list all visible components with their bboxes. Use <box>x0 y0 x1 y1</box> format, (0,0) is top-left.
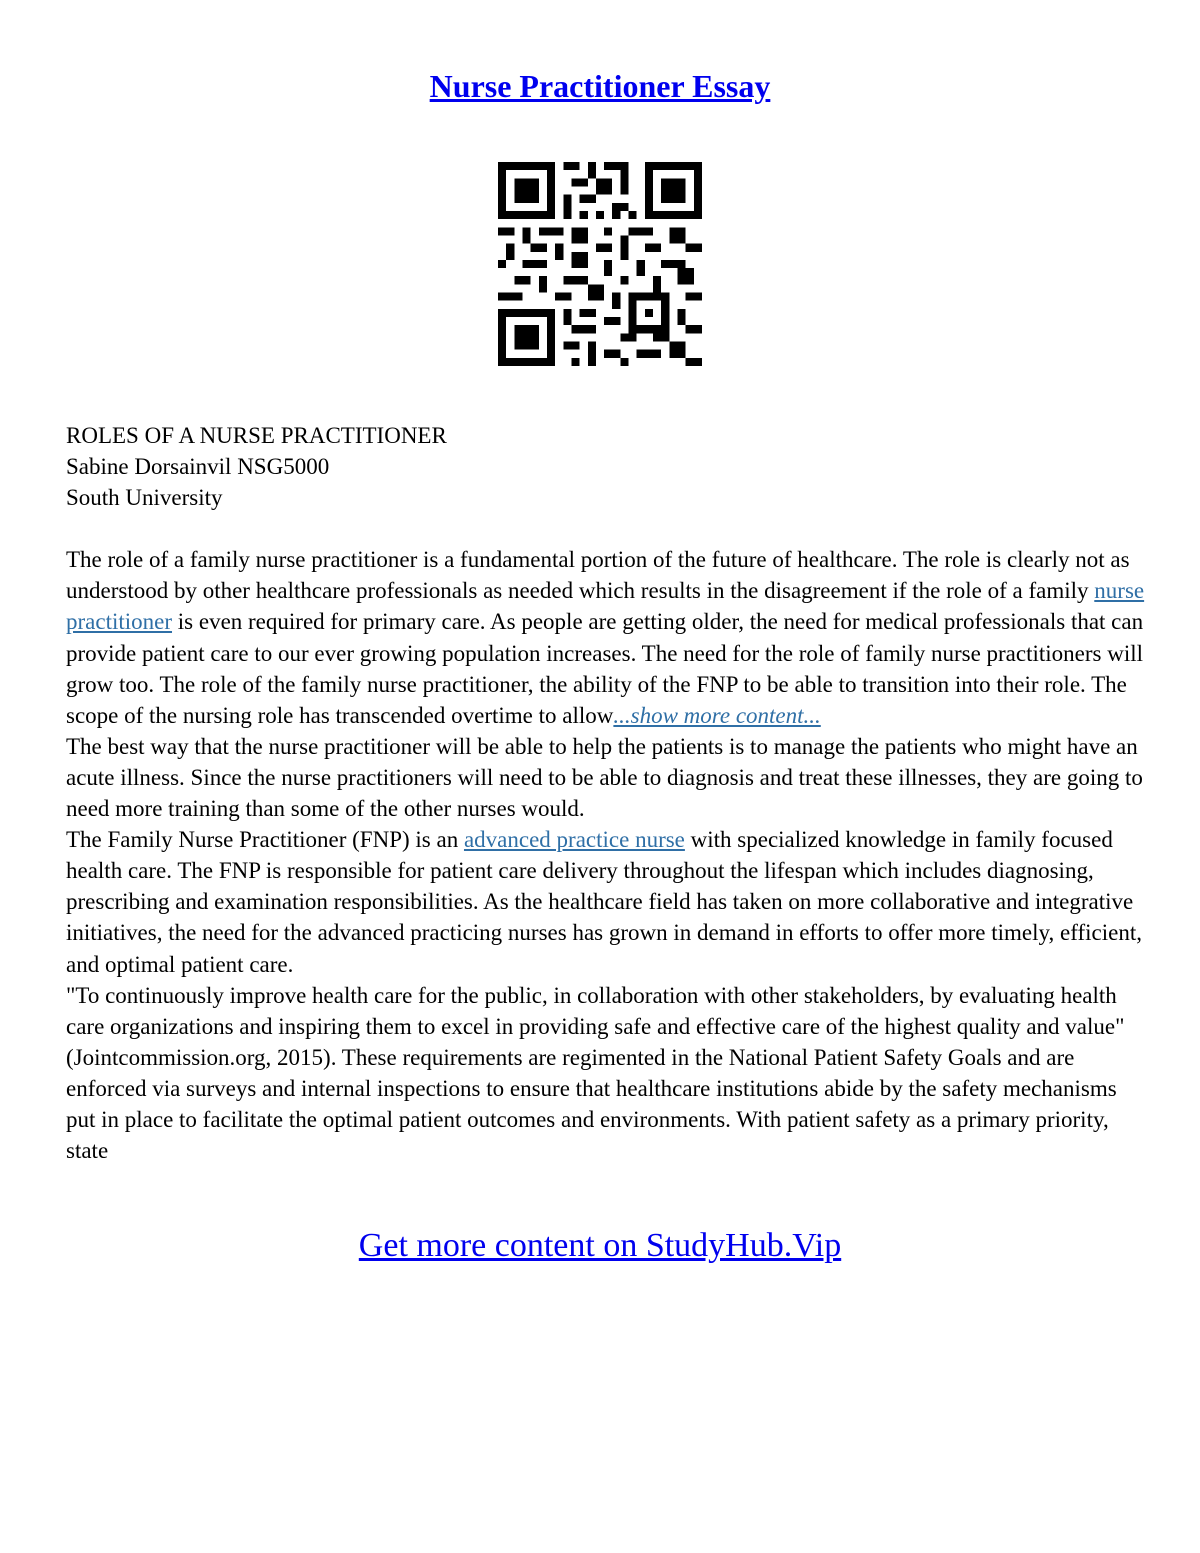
paragraph-3-text-b: with specialized knowledge in family focused health care. The FNP is responsible for patient care delivery throughout the lifespan which includes diagnosing, prescribing and examination responsibilities. As the healthcare field has taken on more collaborative and integrative initiatives, the need for the advanced practicing nurses has grown in demand in efforts to offer more timely, efficient, and optimal patient care. <box>66 827 1142 977</box>
qr-code-icon <box>498 162 702 366</box>
footer <box>0 1224 1200 1268</box>
author-line: Sabine Dorsainvil NSG5000 <box>66 454 330 480</box>
nurse-practitioner-link[interactable]: nurse practitioner <box>66 578 1145 635</box>
page-title <box>0 64 1200 108</box>
essay-header <box>66 420 1146 513</box>
institution-line: South University <box>66 485 223 511</box>
paragraph-1-text-b: is even required for primary care. As people are getting older, the need for medical professionals that can provide patient care to our ever growing population increases. The need for the role of family nurse practitioners will grow too. The role of the family nurse practitioner, the ability of the FNP to be able to transition into their role. The scope of the nursing role has transcended overtime to allow <box>66 609 1144 728</box>
paragraph-3 <box>66 824 1146 979</box>
title-link[interactable]: Nurse Practitioner Essay <box>429 68 771 104</box>
paragraph-2: The best way that the nurse practitioner will be able to help the patients is to manage the patients who might have an acute illness. Since the nurse practitioners will need to be able to diagnosis and treat these illnesses, they are going to need more training than some of the other nurses would. <box>66 733 1143 822</box>
paragraph-3-text-a: The Family Nurse Practitioner (FNP) is an <box>66 827 464 853</box>
paragraph-4: "To continuously improve health care for the public, in collaboration with other stakeholders, by evaluating health care organizations and inspiring them to excel in providing safe and effective care of the highest quality and value" (Jointcommission.org, 2015). These requirements are regimented in the National Patient Safety Goals and are enforced via surveys and internal inspections to ensure that healthcare institutions abide by the safety mechanisms put in place to facilitate the optimal patient outcomes and environments. With patient safety as a primary priority, state <box>66 982 1125 1164</box>
paragraph-1-text-a: The role of a family nurse practitioner is a fundamental portion of the future of healthcare. The role is clearly not as understood by other healthcare professionals as needed which results in the disagreement if the role of a family <box>66 547 1130 604</box>
essay-heading: ROLES OF A NURSE PRACTITIONER <box>66 423 447 448</box>
paragraph-1 <box>66 544 1146 731</box>
essay-body <box>66 420 1146 1166</box>
show-more-link[interactable]: ...show more content... <box>613 702 821 728</box>
studyhub-link[interactable]: Get more content on StudyHub.Vip <box>358 1227 842 1264</box>
advanced-practice-nurse-link[interactable]: advanced practice nurse <box>463 827 685 853</box>
